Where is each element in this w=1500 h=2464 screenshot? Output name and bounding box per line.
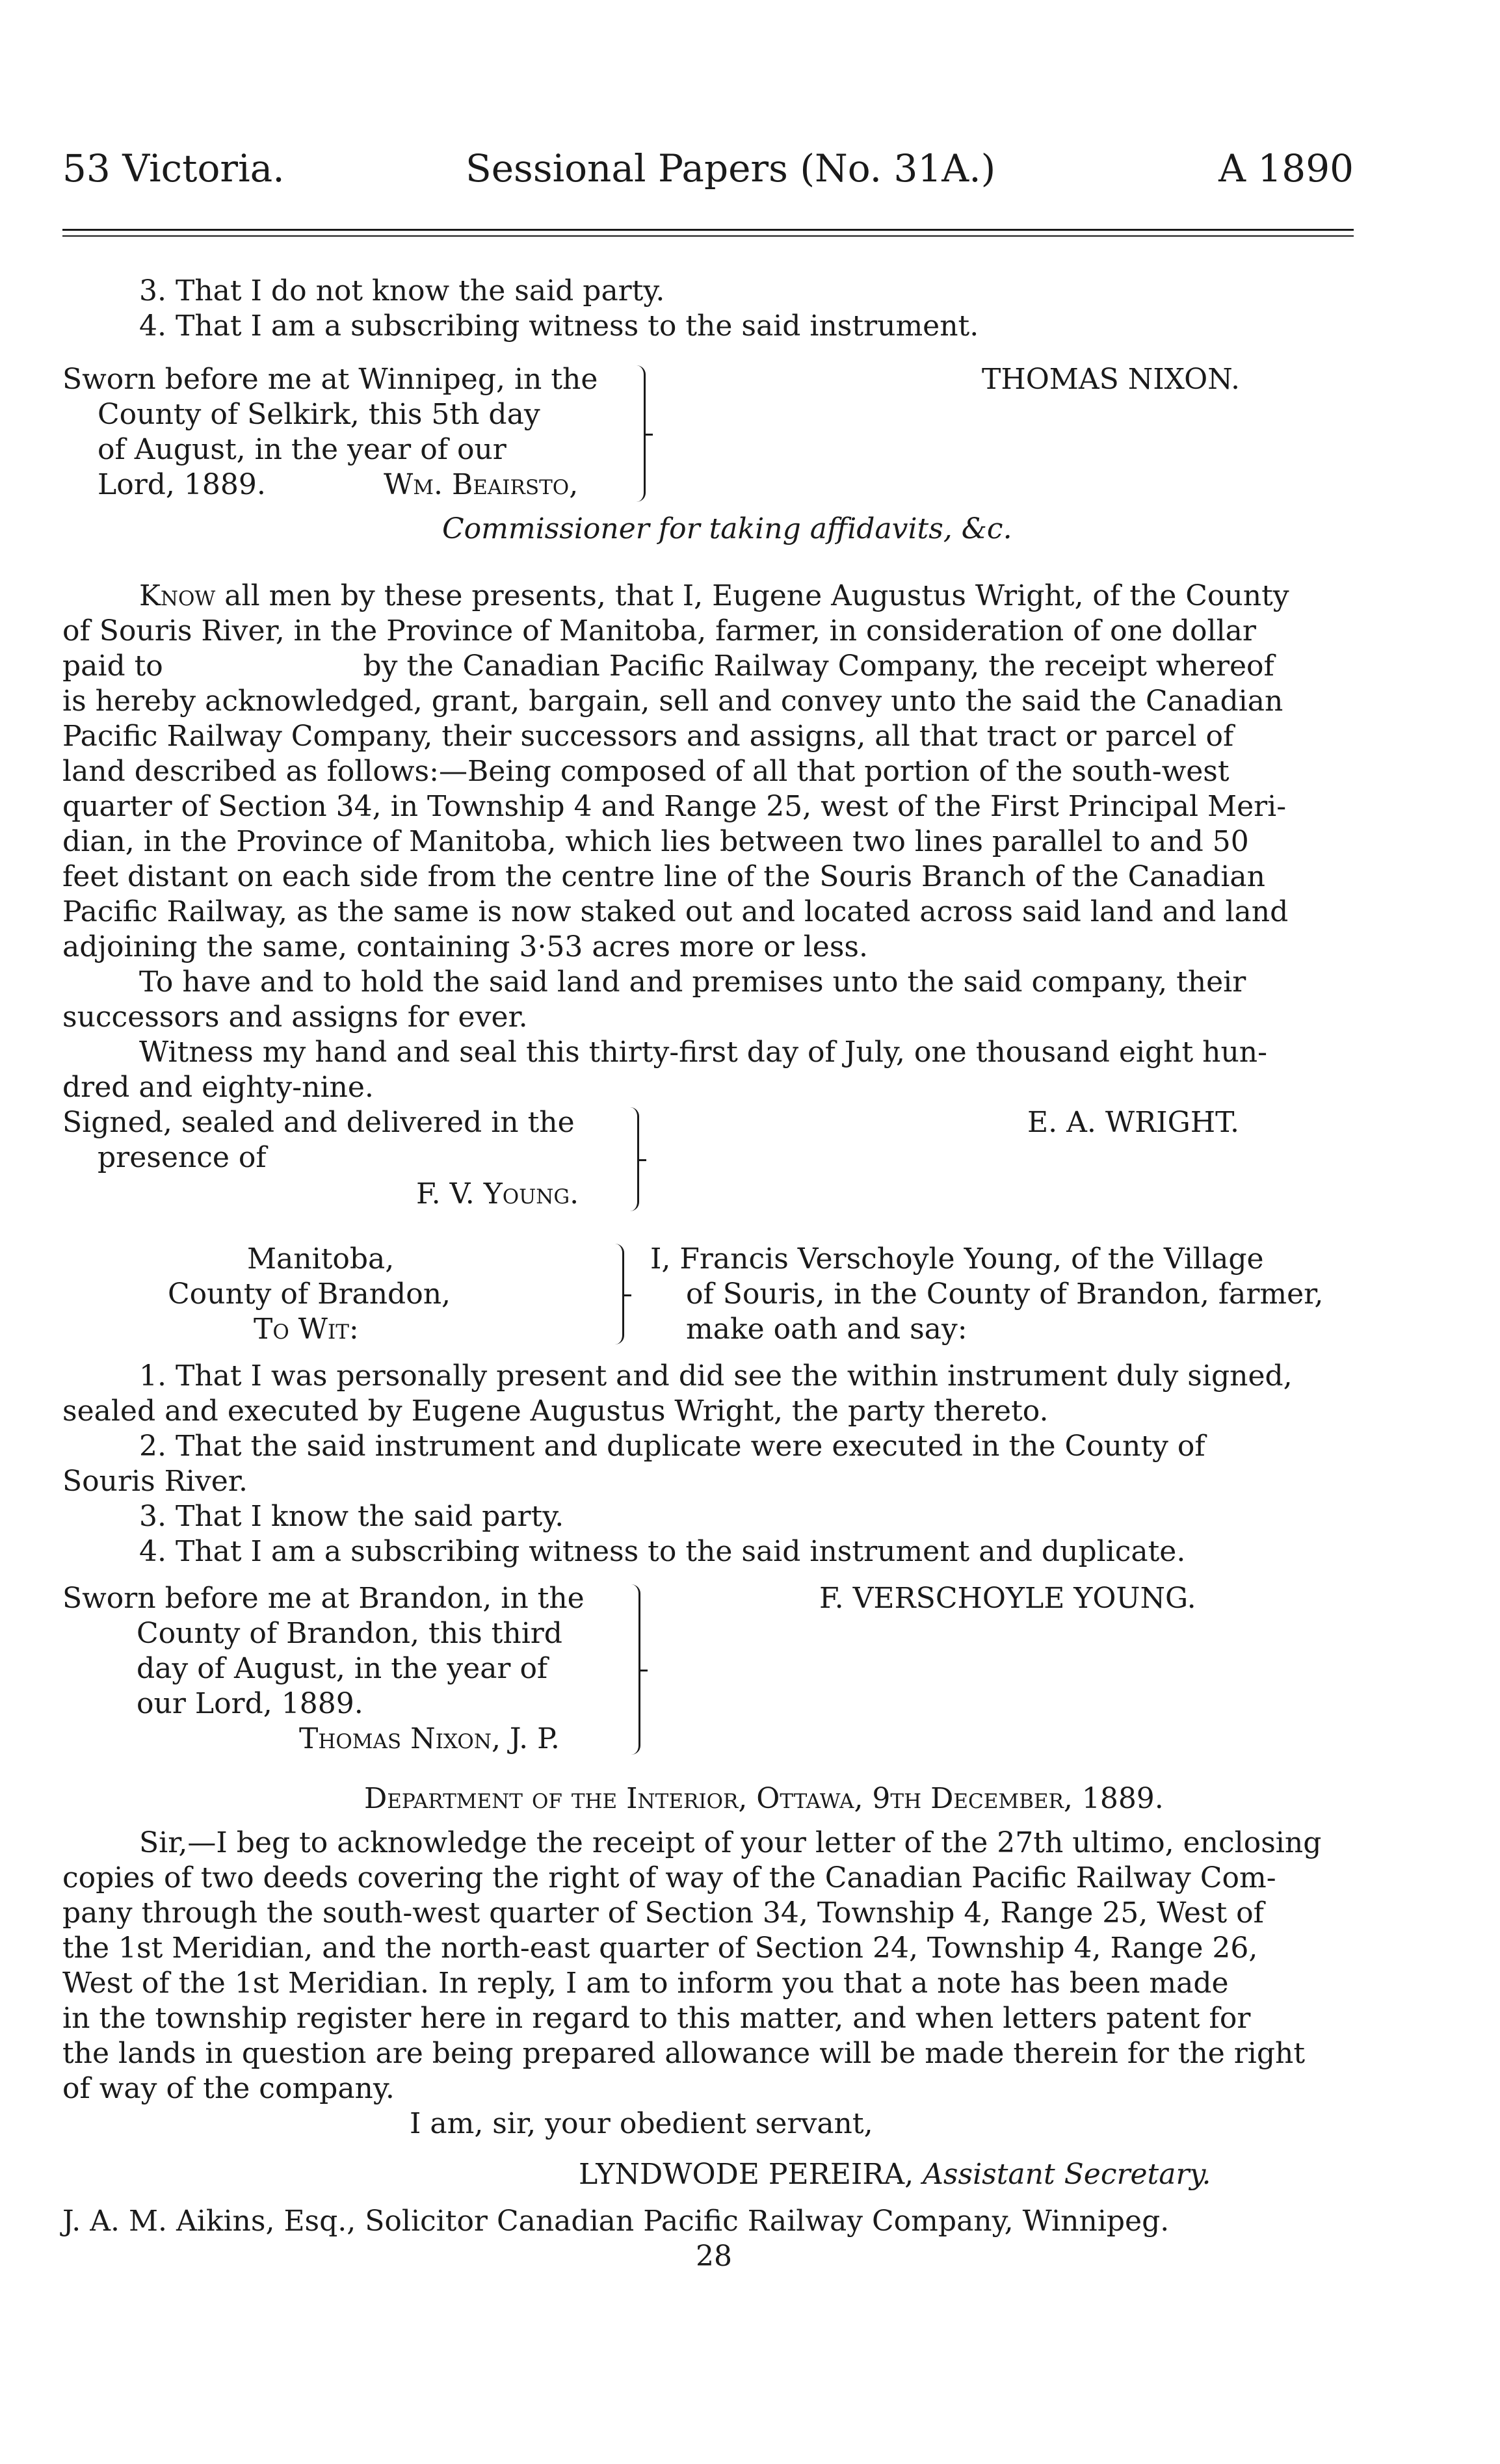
header-rule — [62, 229, 1354, 231]
sworn-officer: Thomas Nixon, J. P. — [299, 1722, 560, 1755]
sworn-line: Sworn before me at Brandon, in the — [62, 1582, 585, 1615]
header-title: Sessional Papers (No. 31A.) — [466, 146, 996, 190]
affidavit-line: Souris River. — [62, 1465, 248, 1498]
affidavit-line: sealed and executed by Eugene Augustus Wright, the party thereto. — [62, 1395, 1049, 1428]
oath-line: I, Francis Verschoyle Young, of the Village — [650, 1242, 1264, 1276]
letter-addressee: J. A. M. Aikins, Esq., Solicitor Canadian Pacific Railway Company, Winnipeg. — [62, 2205, 1170, 2238]
letter-line: the lands in question are being prepared allowance will be made therein for the right — [62, 2037, 1306, 2070]
deed-line: paid to by the Canadian Pacific Railway Company, the receipt whereof — [62, 649, 1274, 683]
letter-closing: I am, sir, your obedient servant, — [410, 2107, 873, 2140]
signatory-name: THOMAS NIXON. — [982, 363, 1240, 396]
letter-line: copies of two deeds covering the right of way of the Canadian Pacific Railway Com- — [62, 1861, 1276, 1894]
deponent-name: F. VERSCHOYLE YOUNG. — [819, 1582, 1196, 1615]
letter-line: Sir,—I beg to acknowledge the receipt of your letter of the 27th ultimo, enclosing — [139, 1826, 1322, 1859]
sworn-line: County of Brandon, this third — [137, 1617, 562, 1650]
letter-line: in the township register here in regard to this matter, and when letters patent for — [62, 2002, 1251, 2035]
affidavit-line: 2. That the said instrument and duplicate were executed in the County of — [139, 1430, 1205, 1463]
sworn-line: Sworn before me at Winnipeg, in the — [62, 363, 598, 396]
header-volume: 53 Victoria. — [62, 146, 285, 190]
deed-line: adjoining the same, containing 3·53 acres more or less. — [62, 930, 868, 963]
deed-line: dian, in the Province of Manitoba, which lies between two lines parallel to and 50 — [62, 825, 1249, 858]
deed-line: all men by these presents, that I, Eugene Augustus Wright, of the County — [224, 579, 1289, 612]
deed-line: is hereby acknowledged, grant, bargain, sell and convey unto the said the Canadian — [62, 685, 1283, 718]
running-header — [62, 146, 1354, 192]
nixon-item-4: 4. That I am a subscribing witness to the said instrument. — [139, 309, 979, 343]
right-brace — [624, 1584, 640, 1755]
deed-line: land described as follows:—Being composed of all that portion of the south-west — [62, 755, 1230, 788]
sworn-line: County of Selkirk, this 5th day — [98, 398, 540, 431]
venue-line: Manitoba, — [247, 1242, 395, 1276]
letter-line: pany through the south-west quarter of Section 34, Township 4, Range 25, West of — [62, 1896, 1264, 1930]
oath-line: make oath and say: — [686, 1313, 967, 1346]
deed-line: feet distant on each side from the centre line of the Souris Branch of the Canadian — [62, 860, 1265, 893]
oath-line: of Souris, in the County of Brandon, farmer, — [686, 1278, 1324, 1311]
witness-line: Witness my hand and seal this thirty-first day of July, one thousand eight hun- — [139, 1036, 1268, 1069]
signer-title: Assistant Secretary. — [923, 2158, 1211, 2191]
letter-signature — [579, 2157, 1211, 2192]
deed-line: Pacific Railway, as the same is now staked out and located across said land and land — [62, 895, 1289, 928]
signer-name: LYNDWODE PEREIRA, — [579, 2158, 914, 2191]
habendum-line: To have and to hold the said land and premises unto the said company, their — [139, 965, 1246, 999]
deed-line: Pacific Railway Company, their successors and assigns, all that tract or parcel of — [62, 720, 1234, 753]
deed-first-line — [139, 579, 1289, 614]
page-number: 28 — [696, 2240, 732, 2273]
grantor-name: E. A. WRIGHT. — [1027, 1106, 1239, 1139]
sworn-line: day of August, in the year of — [137, 1652, 548, 1685]
signed-line: Signed, sealed and delivered in the — [62, 1106, 575, 1139]
affidavit-line: 1. That I was personally present and did see the within instrument duly signed, — [139, 1359, 1293, 1393]
right-brace — [623, 1107, 639, 1211]
header-rule-thin — [62, 235, 1354, 237]
header-year: A 1890 — [1218, 146, 1354, 190]
witness-line: dred and eighty-nine. — [62, 1071, 374, 1104]
commissioner-title: Commissioner for taking affidavits, &c. — [442, 512, 1012, 545]
right-brace — [629, 365, 646, 502]
deed-lead-word: Know — [139, 579, 216, 612]
signed-line: presence of — [98, 1141, 267, 1174]
signed-witness: F. V. Young. — [416, 1177, 579, 1211]
letter-line: West of the 1st Meridian. In reply, I am to inform you that a note has been made — [62, 1967, 1229, 2000]
sworn-line: our Lord, 1889. — [137, 1687, 363, 1720]
deed-line: of Souris River, in the Province of Manitoba, farmer, in consideration of one dollar — [62, 614, 1256, 648]
venue-line: County of Brandon, — [168, 1278, 451, 1311]
sworn-officer: Wm. Beairsto, — [384, 468, 579, 501]
sworn-line: Lord, 1889. — [98, 468, 266, 501]
affidavit-line: 4. That I am a subscribing witness to the said instrument and duplicate. — [139, 1535, 1186, 1568]
habendum-line: successors and assigns for ever. — [62, 1001, 528, 1034]
letter-line: the 1st Meridian, and the north-east quarter of Section 24, Township 4, Range 26, — [62, 1932, 1258, 1965]
affidavit-line: 3. That I know the said party. — [139, 1500, 564, 1533]
nixon-item-3: 3. That I do not know the said party. — [139, 274, 665, 308]
venue-line: To Wit: — [254, 1313, 359, 1346]
sworn-line: of August, in the year of our — [98, 433, 507, 466]
letter-line: of way of the company. — [62, 2072, 395, 2105]
deed-line: quarter of Section 34, in Township 4 and Range 25, west of the First Principal Meri- — [62, 790, 1287, 823]
letter-dateline: Department of the Interior, Ottawa, 9th December, 1889. — [364, 1782, 1164, 1815]
right-brace — [608, 1244, 624, 1344]
